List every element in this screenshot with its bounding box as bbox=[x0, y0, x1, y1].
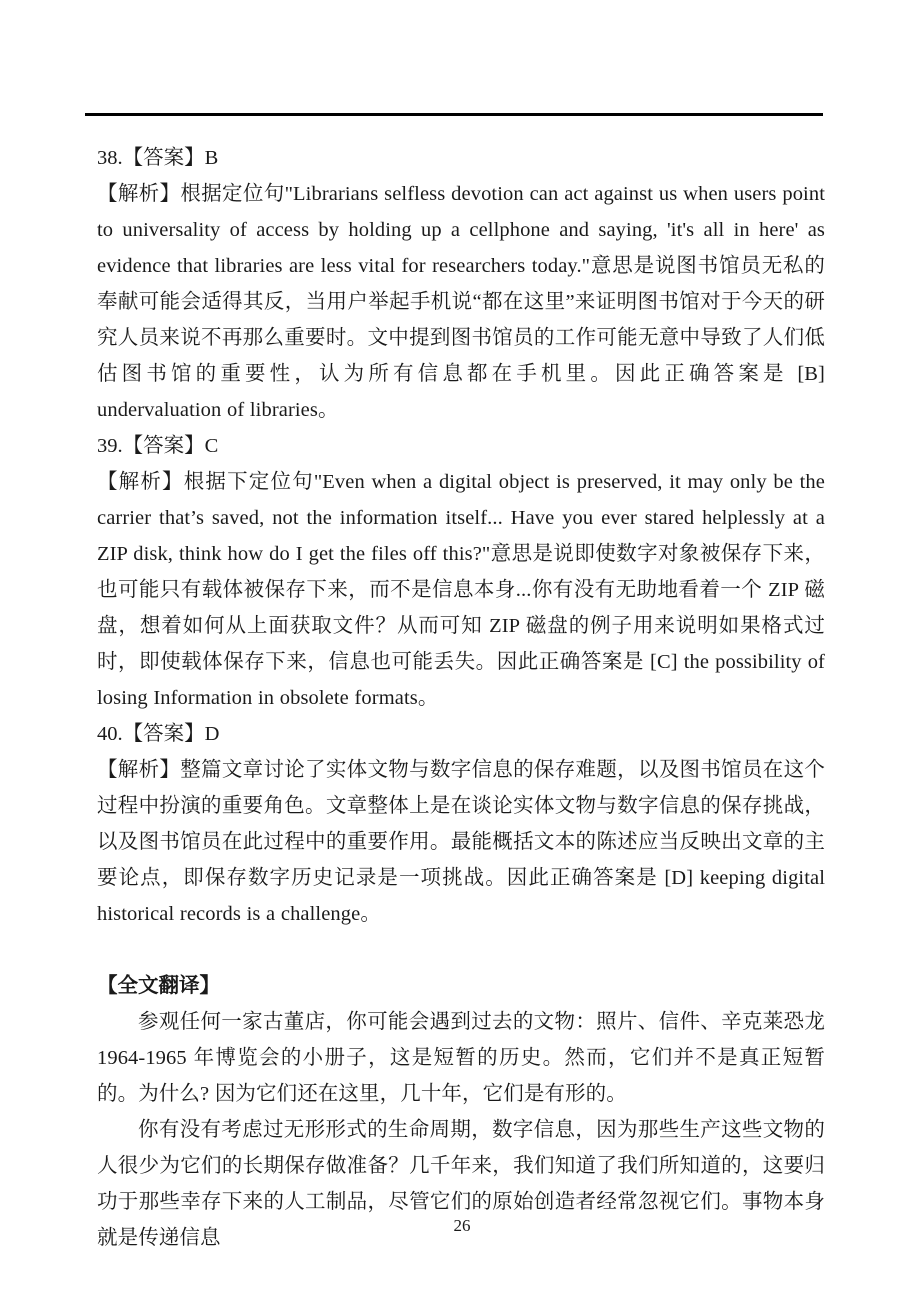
analysis-text-38: 【解析】根据定位句"Librarians selfless devotion can act against us when users point to universality of access by holding up a cellphone and saying, 'it's all in here' as evidence that libraries are less vital for researchers today."意思是说图书馆员无私的奉献可能会适得其反，当用户举起手机说“都在这里”来证明图书馆对于今天的研究人员来说不再那么重要时。文中提到图书馆员的工作可能无意中导致了人们低估图书馆的重要性，认为所有信息都在手机里。因此正确答案是 [B] undervaluation of libraries。 bbox=[97, 183, 825, 421]
page-content bbox=[97, 140, 825, 1256]
answer-header-39: 39.【答案】C bbox=[97, 435, 219, 457]
analysis-text-40: 【解析】整篇文章讨论了实体文物与数字信息的保存难题，以及图书馆员在这个过程中扮演的重要角色。文章整体上是在谈论实体文物与数字信息的保存挑战，以及图书馆员在此过程中的重要作用。最能概括文本的陈述应当反映出文章的主要论点，即保存数字历史记录是一项挑战。因此正确答案是 [D] keeping digital historical records is a challenge。 bbox=[97, 759, 825, 925]
answer-header-38: 38.【答案】B bbox=[97, 147, 219, 169]
answer-header-40: 40.【答案】D bbox=[97, 723, 220, 745]
section-spacer bbox=[97, 932, 825, 968]
translation-paragraph-1: 参观任何一家古董店，你可能会遇到过去的文物：照片、信件、辛克莱恐龙 1964-1965 年博览会的小册子，这是短暂的历史。然而，它们并不是真正短暂的。为什么? 因为它们还在这里，几十年，它们是有形的。 bbox=[97, 1011, 825, 1105]
analysis-text-39: 【解析】根据下定位句"Even when a digital object is preserved, it may only be the carrier that’s saved, not the information itself... Have you ever stared helplessly at a ZIP disk, think how do I get the files off this?"意思是说即使数字对象被保存下来，也可能只有载体被保存下来，而不是信息本身...你有没有无助地看着一个 ZIP 磁盘，想着如何从上面获取文件？从而可知 ZIP 磁盘的例子用来说明如果格式过时，即使载体保存下来，信息也可能丢失。因此正确答案是 [C] the possibility of losing Information in obsolete formats。 bbox=[97, 471, 825, 709]
page-number: 26 bbox=[453, 1216, 471, 1235]
header-rule-divider bbox=[85, 113, 823, 116]
translation-paragraph-2: 你有没有考虑过无形形式的生命周期，数字信息，因为那些生产这些文物的人很少为它们的长期保存做准备？几千年来，我们知道了我们所知道的，这要归功于那些幸存下来的人工制品，尽管它们的原始创造者经常忽视它们。事物本身就是传递信息 bbox=[97, 1119, 825, 1249]
translation-heading: 【全文翻译】 bbox=[97, 975, 220, 997]
